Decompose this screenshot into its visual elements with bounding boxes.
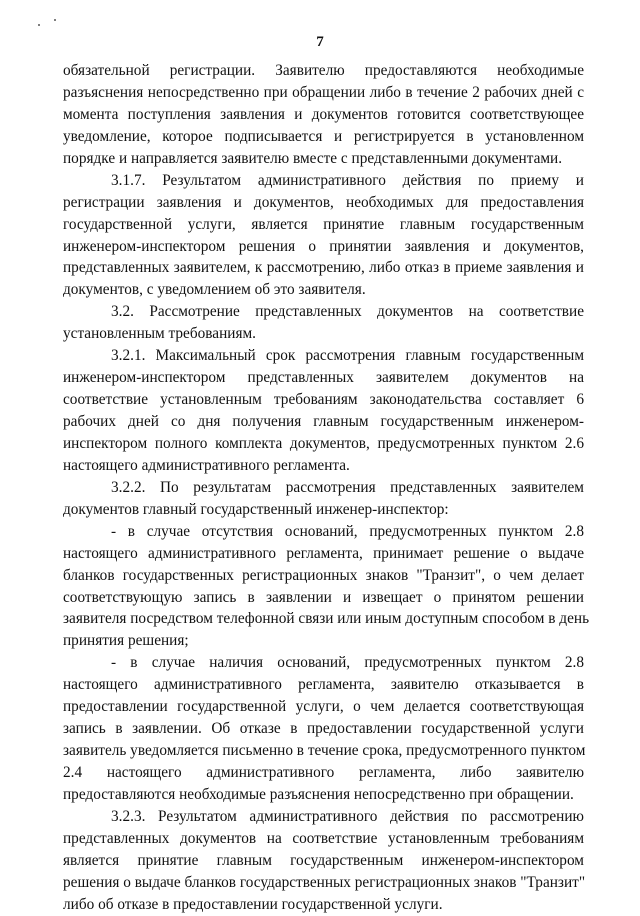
paragraph-p-bullet-2 bbox=[63, 652, 584, 806]
document-body bbox=[63, 60, 590, 916]
text-line: представленных документов на соответствие установленным требованиям bbox=[63, 829, 584, 847]
text-line: документов, с уведомлением об это заявителя. bbox=[63, 281, 366, 299]
paragraph-p-3-2-3 bbox=[63, 806, 584, 916]
text-line: уведомление, которое подписывается и регистрируется в установленном bbox=[63, 127, 584, 145]
text-line: регистрации заявления и документов, необходимых для предоставления bbox=[63, 193, 584, 211]
text-line: 3.1.7. Результатом административного действия по приему и bbox=[111, 171, 584, 189]
text-line: разъяснения непосредственно при обращении либо в течение 2 рабочих дней с bbox=[63, 83, 584, 101]
paragraph-p-3-1-7 bbox=[63, 170, 584, 302]
text-line: документов главный государственный инженер-инспектор: bbox=[63, 500, 449, 518]
paragraph-p-3-2-1 bbox=[63, 345, 584, 477]
text-line: инспектором полного комплекта документов, предусмотренных пунктом 2.6 bbox=[63, 434, 584, 452]
text-line: бланков государственных регистрационных знаков "Транзит", о чем делает bbox=[63, 566, 584, 584]
text-line: заявителя посредством телефонной связи или иным доступным способом в день bbox=[63, 610, 590, 628]
text-line: настоящего административного регламента, принимает решение о выдаче bbox=[63, 544, 584, 562]
text-line: - в случае наличия оснований, предусмотренных пунктом 2.8 bbox=[111, 654, 584, 672]
text-line: момента поступления заявления и документов готовится соответствующее bbox=[63, 105, 584, 123]
paragraph-p-bullet-1 bbox=[63, 521, 590, 653]
text-line: предоставлении государственной услуги, о чем делается соответствующая bbox=[63, 698, 584, 716]
text-line: либо об отказе в предоставлении государственной услуги. bbox=[63, 895, 443, 913]
text-line: государственной услуги, является принятие главным государственным bbox=[63, 215, 584, 233]
text-line: 3.2. Рассмотрение представленных документов на соответствие bbox=[111, 303, 584, 321]
text-line: обязательной регистрации. Заявителю предоставляются необходимые bbox=[63, 62, 584, 79]
text-line: настоящего административного регламента. bbox=[63, 456, 350, 474]
text-line: установленным требованиям. bbox=[63, 325, 256, 343]
text-line: заявитель уведомляется письменно в течение срока, предусмотренного пунктом bbox=[63, 742, 586, 760]
page-number: 7 bbox=[316, 34, 324, 50]
text-line: принятия решения; bbox=[63, 632, 189, 650]
text-line: порядке и направляется заявителю вместе с представленными документами. bbox=[63, 149, 563, 167]
text-line: является принятие главным государственным инженером-инспектором bbox=[63, 851, 584, 869]
text-line: предоставляются необходимые разъяснения непосредственно при обращении. bbox=[63, 785, 574, 803]
text-line: соответствие установленным требованиям законодательства составляет 6 bbox=[63, 391, 584, 409]
text-line: настоящего административного регламента, заявителю отказывается в bbox=[63, 676, 584, 694]
scan-artifact-dot bbox=[38, 24, 40, 26]
text-line: 3.2.3. Результатом административного действия по рассмотрению bbox=[111, 807, 584, 825]
scan-artifact-dot bbox=[54, 19, 56, 21]
text-line: 3.2.2. По результатам рассмотрения представленных заявителем bbox=[111, 478, 584, 496]
text-line: 2.4 настоящего административного регламента, либо заявителю bbox=[63, 764, 584, 781]
text-line: - в случае отсутствия оснований, предусмотренных пунктом 2.8 bbox=[111, 522, 584, 540]
text-line: рабочих дней со дня получения главным государственным инженером- bbox=[63, 413, 584, 430]
paragraph-p-3-2 bbox=[63, 301, 584, 345]
paragraph-p-3-1-6-continued bbox=[63, 60, 584, 170]
text-line: представленных заявителем, к рассмотрению, либо отказ в приеме заявления и bbox=[63, 259, 584, 277]
text-line: 3.2.1. Максимальный срок рассмотрения главным государственным bbox=[111, 347, 584, 365]
text-line: соответствующую запись в заявлении и извещает о принятом решении bbox=[63, 588, 584, 606]
paragraph-p-3-2-2 bbox=[63, 477, 584, 521]
text-line: запись в заявлении. Об отказе в предоставлении государственной услуги bbox=[63, 720, 584, 738]
text-line: инженером-инспектором представленных заявителем документов на bbox=[63, 369, 584, 387]
text-line: решения о выдаче бланков государственных регистрационных знаков "Транзит" bbox=[63, 873, 586, 891]
text-line: инженером-инспектором решения о принятии заявления и документов, bbox=[63, 237, 584, 255]
